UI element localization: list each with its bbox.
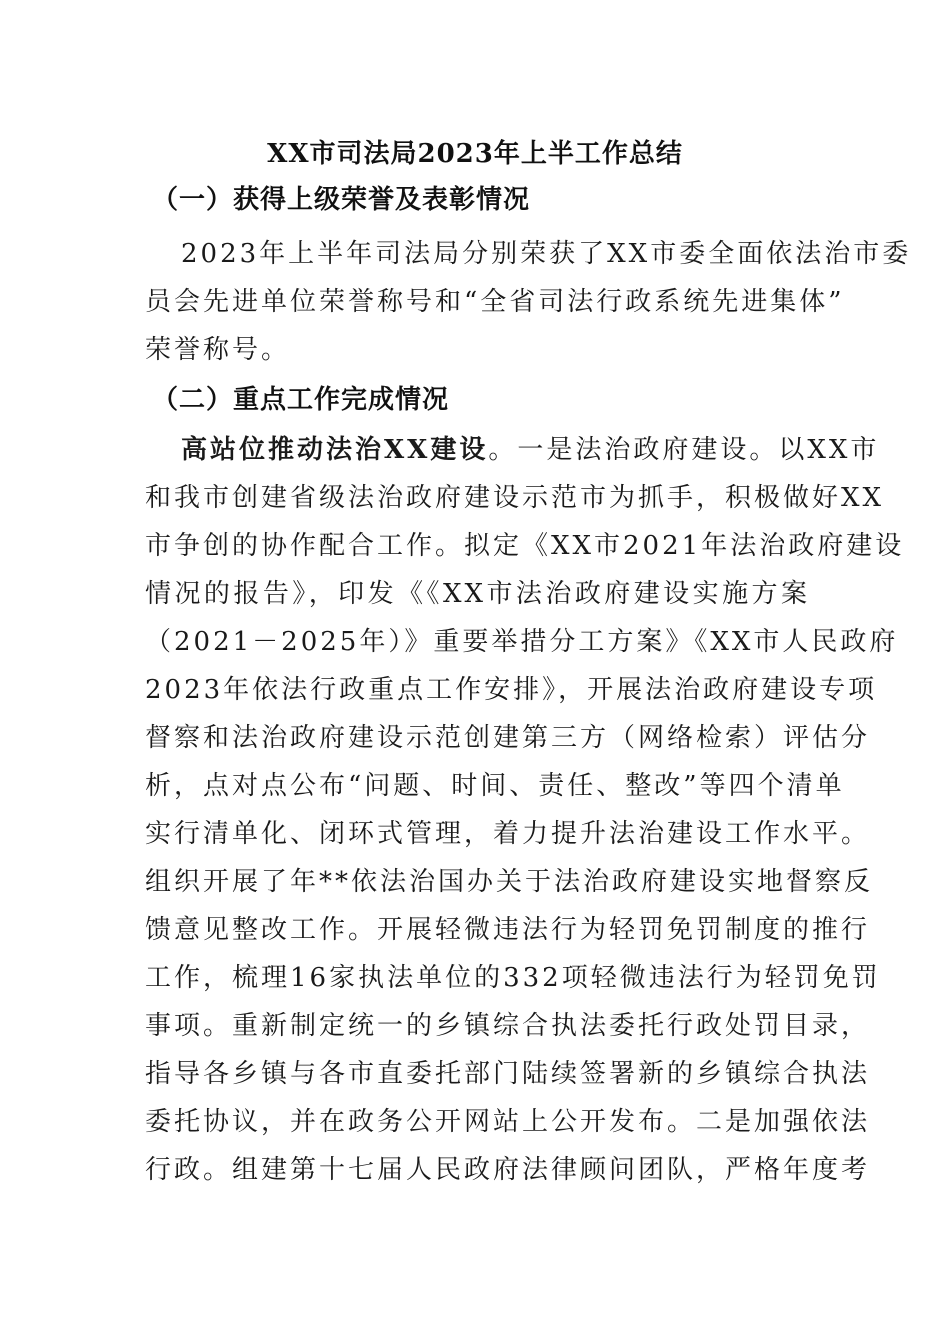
- paragraph-key-work: [145, 426, 905, 1194]
- paragraph-line: （2021－2025年）》重要举措分工方案》《XX市人民政府: [145, 627, 899, 657]
- paragraph-line: 员会先进单位荣誉称号和“全省司法行政系统先进集体”: [145, 287, 845, 317]
- paragraph-line: 2023年上半年司法局分别荣获了XX市委全面依法治市委: [181, 239, 912, 269]
- paragraph-line: 荣誉称号。: [145, 335, 291, 365]
- paragraph-line: 事项。重新制定统一的乡镇综合执法委托行政处罚目录，: [145, 1011, 871, 1041]
- paragraph-line: 2023年依法行政重点工作安排》，开展法治政府建设专项: [145, 675, 878, 705]
- paragraph-line-rest: 。一是法治政府建设。以XX市: [488, 435, 880, 465]
- paragraph-lead-bold: 高站位推动法治XX建设: [181, 435, 489, 465]
- paragraph-first-line: [145, 426, 880, 474]
- section-heading-key-work: （二）重点工作完成情况: [152, 385, 450, 415]
- document-title: XX市司法局2023年上半工作总结: [267, 139, 683, 169]
- paragraph-line: 指导各乡镇与各市直委托部门陆续签署新的乡镇综合执法: [145, 1059, 871, 1089]
- paragraph-line: 和我市创建省级法治政府建设示范市为抓手，积极做好XX: [145, 483, 885, 513]
- paragraph-line: 情况的报告》，印发《《XX市法治政府建设实施方案: [145, 579, 810, 609]
- paragraph-line: 馈意见整改工作。开展轻微违法行为轻罚免罚制度的推行: [145, 915, 871, 945]
- paragraph-line: 督察和法治政府建设示范创建第三方（网络检索）评估分: [145, 723, 871, 753]
- paragraph-line: 组织开展了年**依法治国办关于法治政府建设实地督察反: [145, 867, 874, 897]
- paragraph-line: 实行清单化、闭环式管理，着力提升法治建设工作水平。: [145, 819, 871, 849]
- paragraph-line: 工作，梳理16家执法单位的332项轻微违法行为轻罚免罚: [145, 963, 881, 993]
- paragraph-line: 析，点对点公布“问题、时间、责任、整改”等四个清单: [145, 771, 845, 801]
- paragraph-line: 行政。组建第十七届人民政府法律顾问团队，严格年度考: [145, 1155, 871, 1185]
- paragraph-honors: [145, 230, 912, 374]
- paragraph-line: 委托协议，并在政务公开网站上公开发布。二是加强依法: [145, 1107, 871, 1137]
- section-heading-honors: （一）获得上级荣誉及表彰情况: [152, 185, 531, 215]
- paragraph-line: 市争创的协作配合工作。拟定《XX市2021年法治政府建设: [145, 531, 905, 561]
